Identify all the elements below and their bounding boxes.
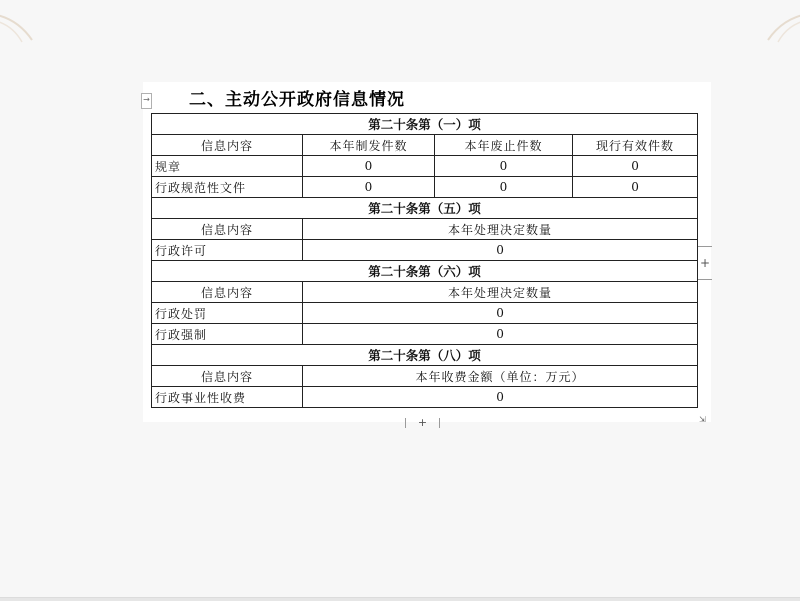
page-corner-decoration-icon bbox=[748, 6, 800, 46]
column-header: 本年废止件数 bbox=[435, 135, 573, 156]
header-row bbox=[152, 219, 698, 240]
cell-value: 0 bbox=[573, 156, 698, 177]
section-title: 第二十条第（六）项 bbox=[152, 261, 698, 282]
table-row bbox=[152, 324, 698, 345]
section-title-row bbox=[152, 198, 698, 219]
column-header: 信息内容 bbox=[152, 135, 303, 156]
table-row bbox=[152, 240, 698, 261]
section-heading: 二、主动公开政府信息情况 bbox=[189, 90, 405, 110]
header-row bbox=[152, 135, 698, 156]
cell-value: 0 bbox=[435, 177, 573, 198]
section-title-row bbox=[152, 261, 698, 282]
table-anchor-icon[interactable]: → bbox=[141, 93, 152, 109]
cell-value: 0 bbox=[303, 303, 698, 324]
add-column-button[interactable]: + bbox=[698, 246, 712, 280]
section-title: 第二十条第（八）项 bbox=[152, 345, 698, 366]
column-header: 现行有效件数 bbox=[573, 135, 698, 156]
column-header: 本年处理决定数量 bbox=[303, 219, 698, 240]
add-row-button[interactable]: + bbox=[405, 418, 440, 428]
column-header: 信息内容 bbox=[152, 282, 303, 303]
table-row bbox=[152, 156, 698, 177]
cell-value: 0 bbox=[303, 177, 435, 198]
cell-value: 0 bbox=[303, 324, 698, 345]
row-label: 行政许可 bbox=[152, 240, 303, 261]
section-title-row bbox=[152, 345, 698, 366]
cell-value: 0 bbox=[303, 156, 435, 177]
cell-value: 0 bbox=[435, 156, 573, 177]
table-row bbox=[152, 177, 698, 198]
cell-value: 0 bbox=[573, 177, 698, 198]
row-label: 规章 bbox=[152, 156, 303, 177]
disclosure-table bbox=[151, 113, 698, 408]
column-header: 本年处理决定数量 bbox=[303, 282, 698, 303]
table-row bbox=[152, 387, 698, 408]
column-header: 信息内容 bbox=[152, 366, 303, 387]
page-bottom-edge bbox=[0, 597, 800, 601]
column-header: 本年收费金额（单位：万元） bbox=[303, 366, 698, 387]
row-label: 行政事业性收费 bbox=[152, 387, 303, 408]
table-resize-icon[interactable]: ⇲ bbox=[699, 415, 706, 424]
row-label: 行政规范性文件 bbox=[152, 177, 303, 198]
header-row bbox=[152, 282, 698, 303]
header-row bbox=[152, 366, 698, 387]
cell-value: 0 bbox=[303, 387, 698, 408]
cell-value: 0 bbox=[303, 240, 698, 261]
section-title: 第二十条第（五）项 bbox=[152, 198, 698, 219]
column-header: 信息内容 bbox=[152, 219, 303, 240]
table-row bbox=[152, 303, 698, 324]
column-header: 本年制发件数 bbox=[303, 135, 435, 156]
row-label: 行政处罚 bbox=[152, 303, 303, 324]
section-title: 第二十条第（一）项 bbox=[152, 114, 698, 135]
row-label: 行政强制 bbox=[152, 324, 303, 345]
page-corner-decoration-icon bbox=[0, 6, 52, 46]
section-title-row bbox=[152, 114, 698, 135]
